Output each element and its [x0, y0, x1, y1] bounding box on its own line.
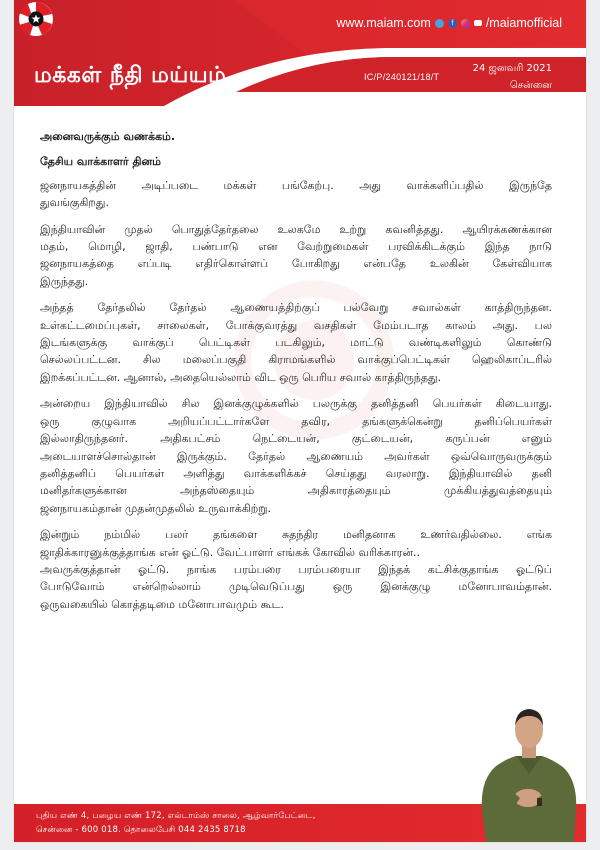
paragraph-line: இடங்களுக்கு வாக்குப் பெட்டிகள் படகிலும், மாட்டு வண்டிகளிலும் கொண்டு [40, 336, 552, 350]
paragraph-line: இன்றும் நம்மில் பலர் தங்களை சுதந்திர மனிதனாக உணர்வதில்லை. எங்க [40, 528, 552, 542]
party-name: மக்கள் நீதி மய்யம் [34, 63, 227, 88]
paragraph [40, 526, 552, 613]
paragraph [40, 299, 552, 386]
paragraph-line: மனிதர்களுக்கான அந்தஸ்தையும் அதிகாரத்தையும் முக்கியத்துவத்தையும் [40, 484, 552, 498]
paragraph-line: துவங்குகிறது. [40, 196, 109, 210]
address-line-2: சென்னை - 600 018. தொலைபேசி 044 2435 8718 [36, 825, 246, 835]
paragraph-line: ஜனநாயகத்தின் அடிப்படை மக்கள் பங்கேற்பு. அது வாக்களிப்பதில் இருந்தே [40, 178, 552, 192]
reference-number: IC/P/240121/18/T [364, 72, 440, 82]
letter-date: 24 ஜனவரி 2021 [472, 63, 552, 74]
paragraph-line: தனித்தனிப் பெயர்கள் அளித்து வாக்களிக்கச் செய்தது வரலாறு. இந்தியாவில் தனி [40, 466, 552, 480]
leader-photo [474, 700, 584, 842]
paragraph-line: போடுவோம் என்றெல்லாம் முடிவெடுப்பது ஒரு இனக்குழு மனோபாவம்தான். [40, 580, 552, 594]
paragraph-line: ஜாதிக்காரனுக்குத்தாங்க என் ஓட்டு. வேட்பாளர் எங்கக் கோவில் வரிக்காரன்.. [40, 545, 421, 559]
paragraph-line: இருந்தது. [40, 274, 89, 288]
letter-body [40, 128, 552, 622]
paragraph-line: ஒருவகையில் கொத்தடிமை மனோபாவமும் கூட. [40, 597, 284, 611]
paragraph-line: அவருக்குத்தான் ஓட்டு. நாங்க பரம்பரை பரம்பரையா இந்தக் கட்சிக்குதாங்க ஓட்டுப் [40, 562, 552, 576]
paragraph [40, 177, 552, 212]
social-handle[interactable]: /maiamofficial [485, 16, 562, 30]
paragraph-line: இந்தியாவின் முதல் பொதுத்தேர்தலை உலகமே உற்று கவனித்தது. ஆயிரக்கணக்கான [40, 222, 552, 236]
paragraph-line: அந்தத் தேர்தலில் தேர்தல் ஆணையத்திற்குப் பல்வேறு சவால்கள் காத்திருந்தன. [40, 301, 552, 315]
salutation: அனைவருக்கும் வணக்கம். [40, 130, 176, 143]
paragraph-line: மதம், மொழி, ஜாதி, பண்பாடு என வேற்றுமைகள் பரவிக்கிடக்கும் இந்த நாடு [40, 240, 552, 254]
website-link[interactable]: www.maiam.com [336, 16, 431, 30]
paragraph [40, 395, 552, 517]
address-line-1: புதிய எண் 4, பழைய எண் 172, எல்டாம்ஸ் சாலை, ஆழ்வார்பேட்டை, [36, 811, 316, 821]
social-links [336, 16, 562, 30]
youtube-icon[interactable] [474, 20, 482, 26]
letter-page [14, 0, 586, 842]
letter-title: தேசிய வாக்காளர் தினம் [40, 155, 161, 169]
paragraph-line: அன்றைய இந்தியாவில் சில இனக்குழுக்களில் பலருக்கு தனித்தனி பெயர்கள் கிடையாது. [40, 397, 552, 411]
instagram-icon[interactable] [461, 19, 470, 28]
paragraph-line: செல்லப்பட்டன. சில மலைப்பகுதி கிராமங்களில் வாக்குப்பெட்டிகள் ஹெலிகாப்டரில் [40, 353, 552, 367]
paragraph-line: ஜனநாயகத்தை எப்படி எதிர்கொள்ளப் போகிறது என்பதே உலகின் கேள்வியாக [40, 257, 552, 271]
party-logo-icon [14, 0, 58, 38]
facebook-icon[interactable]: f [448, 19, 457, 28]
paragraph-line: உள்கட்டமைப்புகள், சாலைகள், போக்குவரத்து வசதிகள் மேம்படாத காலம் அது. பல [40, 318, 552, 332]
paragraph-line: இல்லாதிருந்தனர். அதிகபட்சம் நெட்டையன், குட்டையன், கருப்பன் எனும் [40, 432, 552, 446]
letter-place: சென்னை [509, 80, 552, 91]
paragraph-line: அடையாளச்சொல்தான் இருக்கும். தேர்தல் ஆணையம் அவர்கள் ஒவ்வொருவருக்கும் [40, 449, 552, 463]
paragraph-line: ஒரு குழுவாக அறியப்பட்டார்களே தவிர, தங்களுக்கென்று தனிப்பெயர்கள் [40, 414, 552, 428]
twitter-icon[interactable] [435, 19, 444, 28]
paragraph-line: ஜனநாயகம்தான் முதன்முதலில் உருவாக்கிற்று. [40, 501, 271, 515]
paragraph-line: இறக்கப்பட்டன. ஆனால், அதையெல்லாம் விட ஒரு பெரிய சவால் காத்திருந்தது. [40, 370, 442, 384]
paragraph [40, 221, 552, 291]
letterhead [14, 0, 586, 106]
